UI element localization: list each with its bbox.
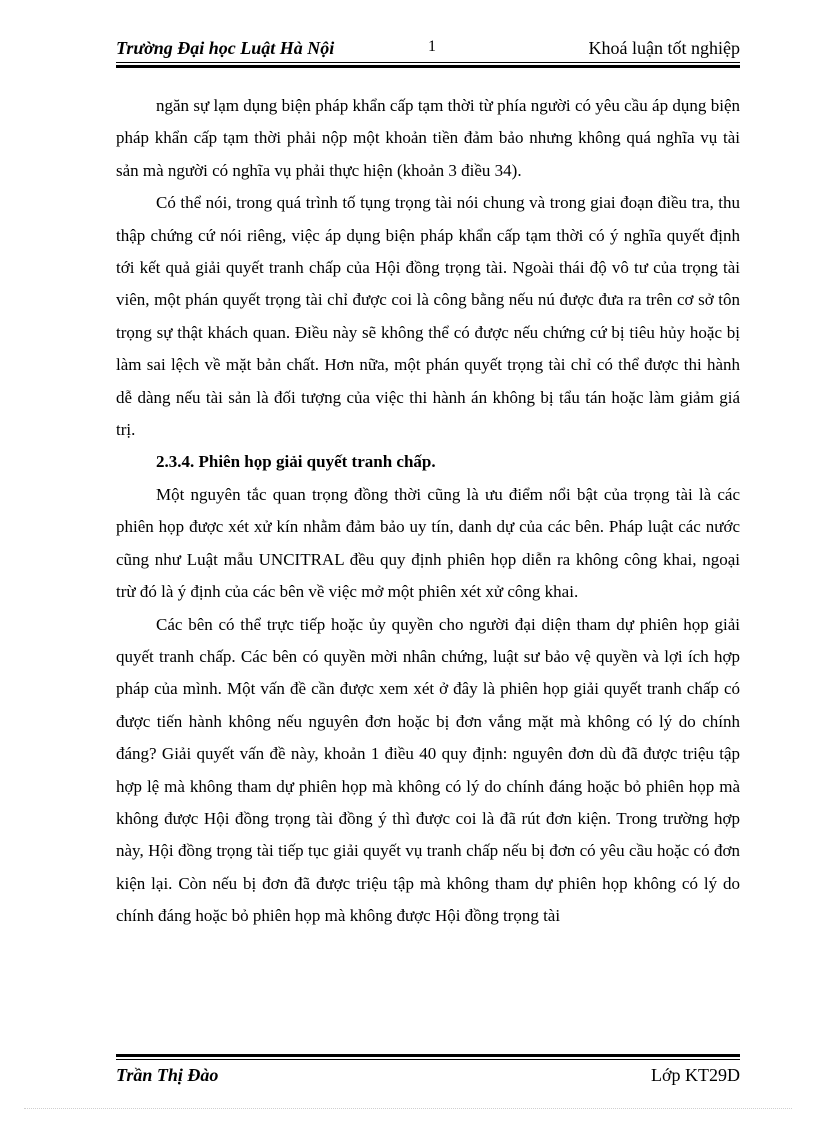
page-edge-dots: [24, 1108, 792, 1109]
class-label: Lớp KT29D: [650, 1065, 740, 1085]
thesis-label: Khoá luận tốt nghiệp: [588, 38, 740, 58]
page-footer: [116, 1065, 740, 1089]
page-number: 1: [428, 38, 436, 55]
footer-rule-thick: [116, 1054, 740, 1057]
paragraph-2: Có thể nói, trong quá trình tố tụng trọng tài nói chung và trong giai đoạn điều tra, thu thập chứng cứ nói riêng, việc áp dụng biện pháp khẩn cấp tạm thời có ý nghĩa quyết định tới kết quả giải quyết tranh chấp của Hội đồng trọng tài. Ngoài thái độ vô tư của trọng tài viên, một phán quyết trọng tài chỉ được coi là công bằng nếu nú được đưa ra trên cơ sở tôn trọng sự thật khách quan. Điều này sẽ không thể có được nếu chứng cứ bị tiêu hủy hoặc bị làm sai lệch về mặt bản chất. Hơn nữa, một phán quyết trọng tài chỉ có thể được thi hành dễ dàng nếu tài sản là đối tượng của việc thi hành án không bị tẩu tán hoặc làm giảm giá trị.: [116, 193, 740, 440]
author-name: Trần Thị Đào: [116, 1065, 219, 1085]
header-rule-thin: [116, 62, 740, 63]
paragraph-1: ngăn sự lạm dụng biện pháp khẩn cấp tạm thời từ phía người có yêu cầu áp dụng biện pháp khẩn cấp tạm thời phải nộp một khoản tiền đảm bảo nhưng không quá nghĩa vụ tài sản mà người có nghĩa vụ phải thực hiện (khoản 3 điều 34).: [116, 96, 740, 180]
page-header: [116, 38, 740, 62]
paragraph-4: Các bên có thể trực tiếp hoặc ủy quyền cho người đại diện tham dự phiên họp giải quyết tranh chấp. Các bên có quyền mời nhân chứng, luật sư bảo vệ quyền và lợi ích hợp pháp của mình. Một vấn đề cần được xem xét ở đây là phiên họp giải quyết tranh chấp có được tiến hành không nếu nguyên đơn hoặc bị đơn vắng mặt mà không có lý do chính đáng? Giải quyết vấn đề này, khoản 1 điều 40 quy định: nguyên đơn dù đã được triệu tập hợp lệ mà không tham dự phiên họp mà không có lý do chính đáng hoặc bỏ phiên họp mà không được Hội đồng trọng tài đồng ý thì được coi là đã rút đơn kiện. Trong trường hợp này, Hội đồng trọng tài tiếp tục giải quyết vụ tranh chấp nếu bị đơn có yêu cầu hoặc có đơn kiện lại. Còn nếu bị đơn đã được triệu tập mà không tham dự phiên họp không có lý do chính đáng hoặc bỏ phiên họp mà không được Hội đồng trọng tài: [116, 614, 740, 926]
section-heading: 2.3.4. Phiên họp giải quyết tranh chấp.: [156, 452, 436, 472]
school-name: Trường Đại học Luật Hà Nội: [116, 38, 335, 58]
header-rule-thick: [116, 65, 740, 68]
footer-rule-thin: [116, 1059, 740, 1060]
document-body: [116, 90, 740, 933]
paragraph-3: Một nguyên tắc quan trọng đồng thời cũng là ưu điểm nổi bật của trọng tài là các phiên họp được xét xử kín nhằm đảm bảo uy tín, danh dự của các bên. Pháp luật các nước cũng như Luật mẫu UNCITRAL đều quy định phiên họp diễn ra không công khai, ngoại trừ đó là ý định của các bên về việc mở một phiên xét xử công khai.: [116, 484, 740, 602]
